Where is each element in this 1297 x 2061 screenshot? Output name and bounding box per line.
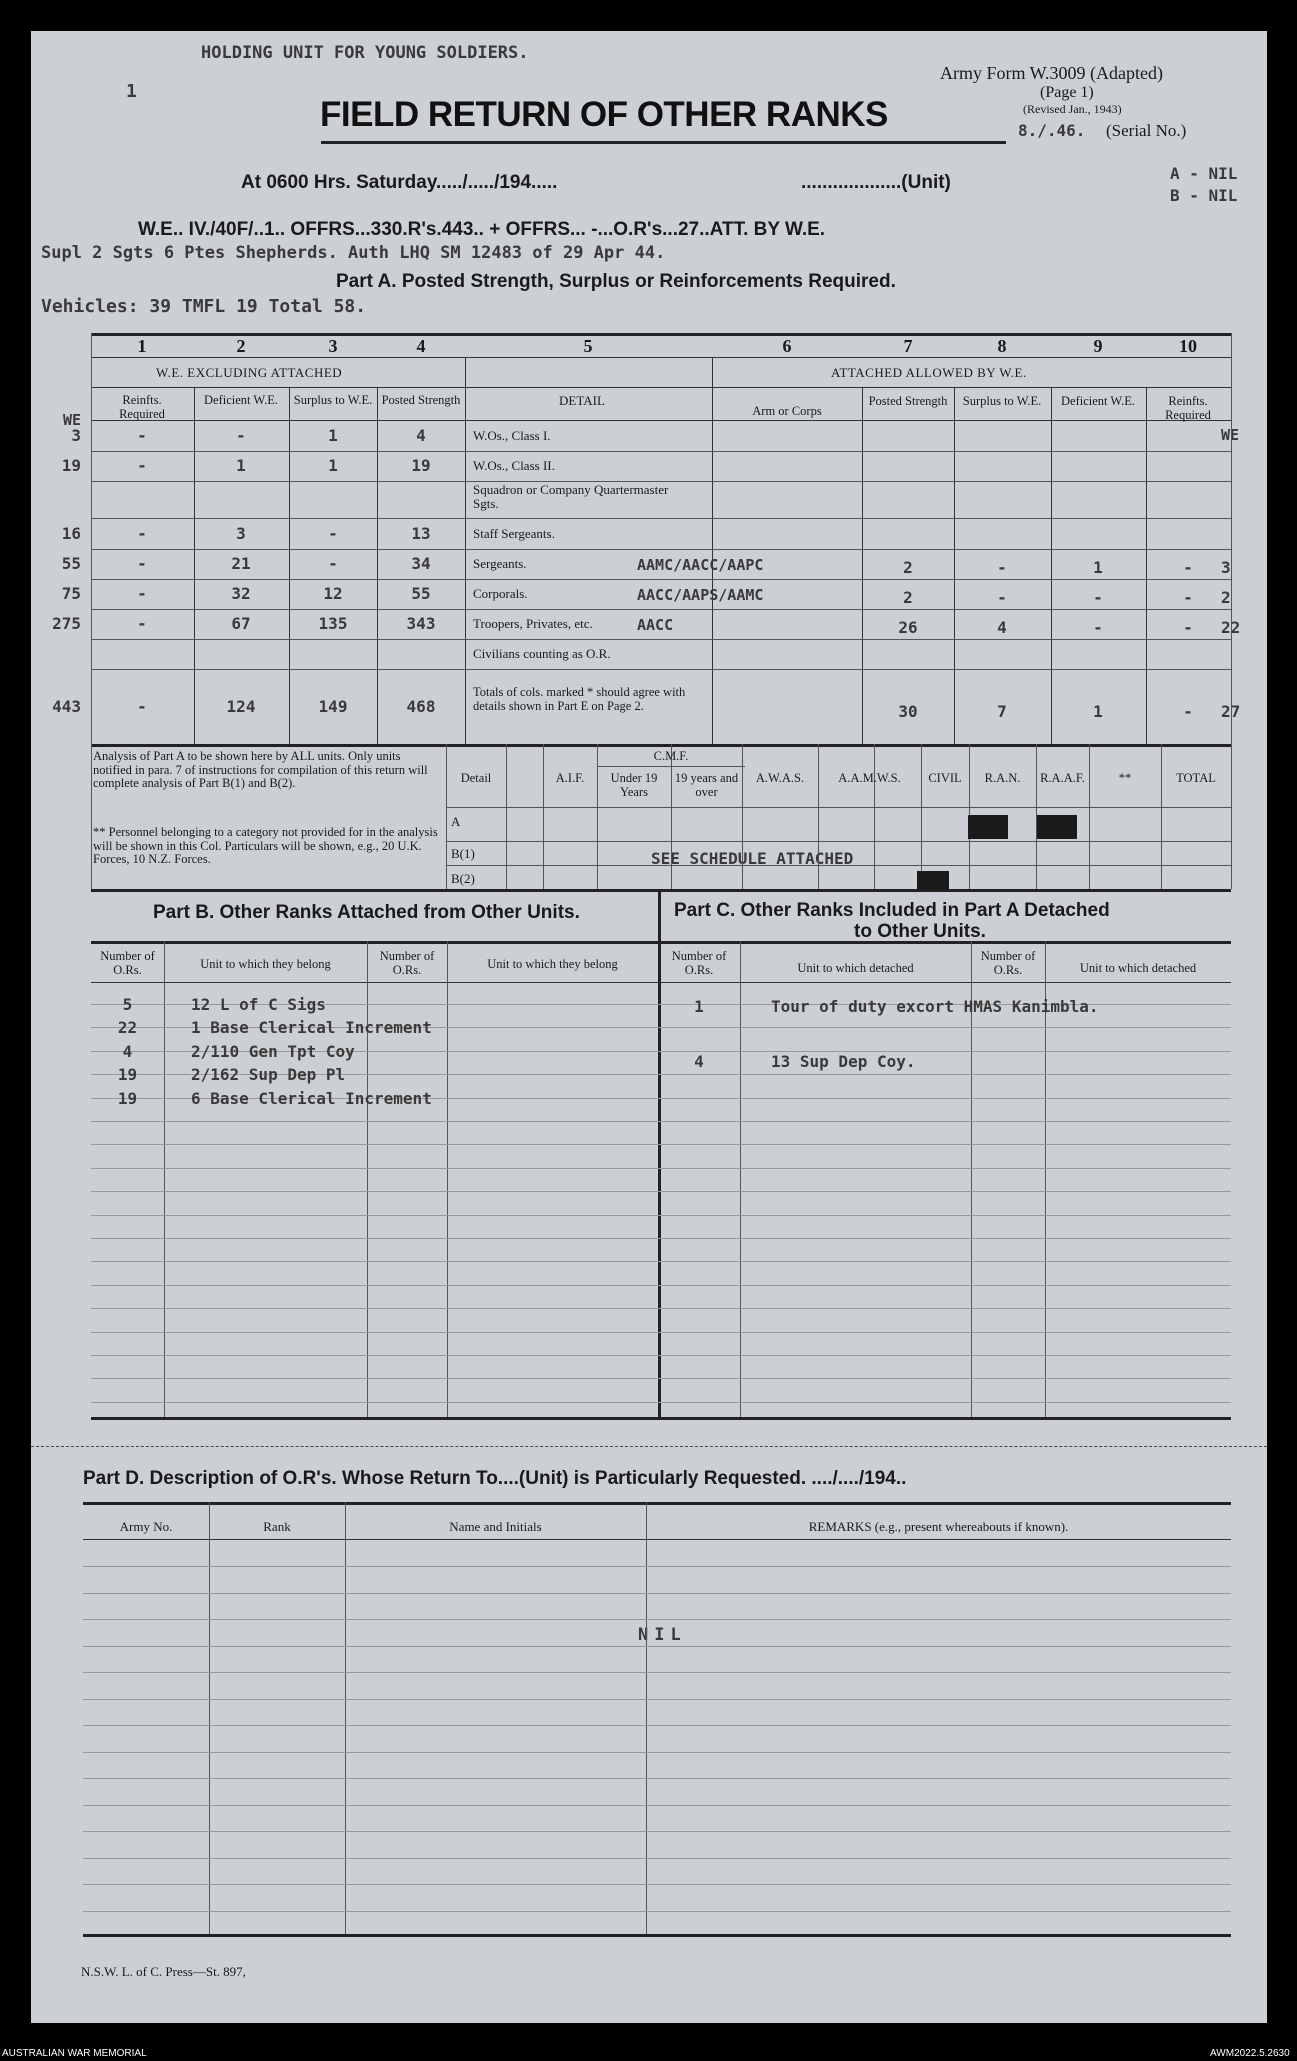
part-a-col-7: 26 xyxy=(898,618,918,637)
part-a-col-1: - xyxy=(137,614,147,633)
rule-line xyxy=(506,744,507,889)
total-we-right: 27 xyxy=(1221,702,1241,721)
form-id: Army Form W.3009 (Adapted) xyxy=(940,63,1163,83)
unit-line: ...................(Unit) xyxy=(801,172,951,193)
rule-line xyxy=(83,1566,1231,1567)
rule-line xyxy=(597,766,745,767)
part-c-header-1: Number of O.Rs. xyxy=(671,949,727,977)
part-b-title: Part B. Other Ranks Attached from Other Units. xyxy=(153,902,580,923)
column-number-3: 3 xyxy=(328,336,338,356)
part-d-header-4: REMARKS (e.g., present whereabouts if known). xyxy=(808,1519,1069,1534)
page-label: (Page 1) xyxy=(1040,84,1094,101)
analysis-note: Analysis of Part A to be shown here by ALL units. Only units notified in para. 7 of instructions for compilation of this return will complete analysis of Part B(1) and B(2). xyxy=(93,749,428,790)
rule-line xyxy=(91,1332,1231,1333)
rule-line xyxy=(446,865,1231,866)
rule-line xyxy=(921,744,922,889)
part-a-col-3: - xyxy=(328,523,338,543)
row-detail-label: Squadron or Company Quartermaster Sgts. xyxy=(473,482,669,511)
rule-line xyxy=(377,387,378,744)
part-c-header-2: Unit to which detached xyxy=(797,961,914,975)
header-attached-surplus-to-w-e-: Surplus to W.E. xyxy=(962,394,1042,408)
part-d-title: Part D. Description of O.R's. Whose Return To....(Unit) is Particularly Requested. ..../..../194.. xyxy=(83,1468,907,1489)
part-d-header-1: Army No. xyxy=(119,1519,173,1534)
total-col-4: 468 xyxy=(406,697,436,716)
part-a-col-2: 32 xyxy=(231,584,251,603)
footer-reference: AWM2022.5.2630 xyxy=(1210,2048,1290,2059)
part-b-unit: 12 L of C Sigs xyxy=(191,995,326,1014)
rule-line xyxy=(818,744,819,889)
we-line: W.E.. IV./40F/..1.. OFFRS...330.R's.443.. + OFFRS... -...O.R's...27..ATT. BY W.E. xyxy=(138,219,826,240)
header-attached-deficient-w-e-: Deficient W.E. xyxy=(1061,394,1135,408)
rule-line xyxy=(91,1261,1231,1262)
part-b-number: 5 xyxy=(122,995,133,1014)
rule-line xyxy=(91,639,1231,640)
part-a-col-3: 12 xyxy=(323,584,343,603)
column-number-5: 5 xyxy=(583,336,593,356)
rule-line xyxy=(83,1593,1231,1594)
form-title: FIELD RETURN OF OTHER RANKS xyxy=(320,95,888,134)
header-reinfts-required: Reinfts. Required xyxy=(119,393,165,421)
rule-line xyxy=(1051,387,1052,744)
aif-header: A.I.F. xyxy=(555,771,585,785)
rule-line xyxy=(543,744,544,889)
under-19-header: Under 19 Years xyxy=(610,771,658,799)
row-detail-label: Sergeants. xyxy=(473,556,527,571)
we-value: 75 xyxy=(61,584,81,603)
rule-line xyxy=(1089,744,1090,889)
column-number-8: 8 xyxy=(997,336,1007,356)
part-b-number: 22 xyxy=(117,1018,138,1037)
row-detail-label: W.Os., Class I. xyxy=(473,427,551,443)
rule-line xyxy=(91,1238,1231,1239)
part-a-col-4: 4 xyxy=(416,425,426,445)
row-detail-label: Troopers, Privates, etc. xyxy=(473,616,593,631)
header-posted-strength: Posted Strength xyxy=(381,393,461,407)
rule-line xyxy=(91,1191,1231,1192)
total-header: TOTAL xyxy=(1176,771,1216,785)
total-col-1: - xyxy=(137,697,147,716)
rule-line xyxy=(91,889,1231,892)
part-c-title-continued: to Other Units. xyxy=(854,921,986,942)
header-attached-arm-or-corps: Arm or Corps xyxy=(752,404,822,418)
attached-label: ATTACHED ALLOWED BY W.E. xyxy=(831,365,1027,380)
part-c-number: 1 xyxy=(694,997,704,1016)
rule-line xyxy=(91,982,1231,983)
rule-line xyxy=(91,357,1231,358)
part-a-col-10: - xyxy=(1183,618,1193,637)
rule-line xyxy=(91,1215,1231,1216)
part-c-unit: 13 Sup Dep Coy. xyxy=(771,1052,916,1071)
part-c-header-3: Number of O.Rs. xyxy=(980,949,1036,977)
analysis-detail-header: Detail xyxy=(460,771,492,785)
part-a-col-7: 2 xyxy=(903,588,913,607)
part-a-col-1: - xyxy=(137,523,147,543)
footer-archive-name: AUSTRALIAN WAR MEMORIAL xyxy=(2,2048,147,2059)
rule-line xyxy=(91,1121,1231,1122)
total-col-10: - xyxy=(1183,702,1193,721)
column-number-1: 1 xyxy=(137,336,147,356)
analysis-category-note: ** Personnel belonging to a category not provided for in the analysis will be shown in this Col. Particulars will be shown, e.g., 20 U.K. Forces, 10 N.Z. Forces. xyxy=(93,825,438,866)
redaction-block xyxy=(917,871,949,889)
rule-line xyxy=(83,1911,1231,1912)
rule-line xyxy=(83,1725,1231,1726)
we-value-right: 3 xyxy=(1221,558,1231,577)
serial-number: 8./.46. xyxy=(1018,121,1086,140)
part-b-header-1: Number of O.Rs. xyxy=(100,949,155,977)
rule-line xyxy=(91,333,1231,336)
part-c-title: Part C. Other Ranks Included in Part A Detached xyxy=(674,900,1110,921)
part-a-col-2: 1 xyxy=(236,456,246,475)
rule-line xyxy=(91,1285,1231,1286)
we-value: 16 xyxy=(61,523,81,543)
vehicles-line: Vehicles: 39 TMFL 19 Total 58. xyxy=(41,296,367,317)
redaction-block xyxy=(1037,815,1077,839)
analysis-row-a: A xyxy=(451,814,461,829)
rule-line xyxy=(83,1884,1231,1885)
part-a-col-1: - xyxy=(137,584,147,603)
total-col-2: 124 xyxy=(226,697,256,716)
rule-line xyxy=(83,1752,1231,1753)
rule-line xyxy=(447,941,448,1417)
rule-line xyxy=(91,609,1231,610)
we-margin-right: WE xyxy=(1221,426,1240,444)
part-d-header-3: Name and Initials xyxy=(449,1519,542,1534)
rule-line xyxy=(83,1619,1231,1620)
part-b-number: 4 xyxy=(122,1042,133,1061)
rule-line xyxy=(465,357,466,744)
part-a-col-3: 135 xyxy=(318,614,348,633)
part-a-col-4: 343 xyxy=(406,614,436,633)
part-a-col-4: 13 xyxy=(411,523,431,543)
rule-line xyxy=(91,1355,1231,1356)
we-excluding-label: W.E. EXCLUDING ATTACHED xyxy=(156,365,343,380)
we-value: 3 xyxy=(71,425,81,445)
rule-line xyxy=(1146,387,1147,744)
rule-line xyxy=(91,1308,1231,1309)
rule-line xyxy=(712,357,713,744)
part-c-header-4: Unit to which detached xyxy=(1079,961,1197,975)
arm-or-corps: AAMC/AACC/AAPC xyxy=(637,556,764,574)
row-detail-label: Staff Sergeants. xyxy=(473,525,555,541)
column-number-9: 9 xyxy=(1093,336,1103,356)
rule-line xyxy=(446,841,1231,842)
part-a-col-8: - xyxy=(997,558,1007,577)
rule-line xyxy=(91,1378,1231,1379)
row-detail-label: Corporals. xyxy=(473,586,528,601)
raaf-header: R.A.A.F. xyxy=(1040,771,1085,785)
part-a-col-1: - xyxy=(137,425,147,445)
part-b-number: 19 xyxy=(117,1065,138,1084)
total-col-3: 149 xyxy=(318,697,348,716)
part-a-col-4: 34 xyxy=(411,554,431,573)
total-we: 443 xyxy=(52,697,81,716)
rule-line xyxy=(367,941,368,1417)
a-nil: A - NIL xyxy=(1170,164,1238,183)
typed-unit-heading: HOLDING UNIT FOR YOUNG SOLDIERS. xyxy=(201,43,529,63)
we-margin-left: WE xyxy=(63,411,82,429)
part-b-number: 19 xyxy=(117,1089,138,1108)
rule-line xyxy=(1161,744,1162,889)
rule-line xyxy=(91,333,92,744)
header-attached-posted-strength: Posted Strength xyxy=(868,394,948,408)
part-a-col-1: - xyxy=(137,554,147,573)
part-a-col-3: 1 xyxy=(328,456,338,475)
total-col-9: 1 xyxy=(1093,702,1103,721)
rule-line xyxy=(91,518,1231,519)
part-a-col-8: - xyxy=(997,588,1007,607)
serial-label: (Serial No.) xyxy=(1106,121,1187,140)
rule-line xyxy=(83,1539,1231,1540)
we-value-right: 2 xyxy=(1221,588,1231,607)
rule-line xyxy=(740,941,741,1417)
we-value: 19 xyxy=(61,456,81,475)
rule-line xyxy=(91,1168,1231,1169)
rule-line xyxy=(83,1699,1231,1700)
printer-imprint: N.S.W. L. of C. Press—St. 897, xyxy=(81,1964,246,1979)
analysis-row-b1: B(1) xyxy=(451,846,475,861)
part-b-header-4: Unit to which they belong xyxy=(487,957,618,971)
rule-line xyxy=(91,1402,1231,1403)
analysis-row-b2: B(2) xyxy=(451,871,475,886)
rule-line xyxy=(446,807,1231,808)
total-col-8: 7 xyxy=(997,702,1007,721)
part-d-header-2: Rank xyxy=(263,1519,291,1534)
part-a-col-10: - xyxy=(1183,558,1193,577)
header-attached-reinfts-required: Reinfts. Required xyxy=(1165,394,1211,422)
rule-line xyxy=(91,669,1231,670)
over-19-header: 19 years and over xyxy=(674,771,739,799)
part-a-col-10: - xyxy=(1183,588,1193,607)
part-d-nil: NIL xyxy=(638,1625,687,1645)
column-number-6: 6 xyxy=(782,336,792,356)
rule-line xyxy=(289,387,290,744)
rule-line xyxy=(91,1417,1231,1420)
row-detail-label: Civilians counting as O.R. xyxy=(473,646,611,661)
rule-line xyxy=(91,941,1231,944)
part-a-title: Part A. Posted Strength, Surplus or Reinforcements Required. xyxy=(336,271,896,292)
part-a-col-2: 21 xyxy=(231,554,251,573)
rule-line xyxy=(83,1646,1231,1647)
rule-line xyxy=(954,387,955,744)
aamws-header: A.A.M.W.S. xyxy=(838,771,901,785)
part-a-col-2: 3 xyxy=(236,523,246,543)
part-a-col-9: - xyxy=(1093,588,1103,607)
part-b-unit: 6 Base Clerical Increment xyxy=(191,1089,432,1108)
column-number-7: 7 xyxy=(903,336,913,356)
column-number-2: 2 xyxy=(236,336,246,356)
arm-or-corps: AACC xyxy=(637,616,674,634)
rule-line xyxy=(91,420,1231,421)
row-detail-label: W.Os., Class II. xyxy=(473,458,555,473)
part-c-unit: Tour of duty excort HMAS Kanimbla. xyxy=(771,997,1099,1016)
we-value: 55 xyxy=(61,554,81,573)
rule-line xyxy=(194,387,195,744)
civil-header: CIVIL xyxy=(928,771,962,785)
rule-line xyxy=(874,744,875,889)
awas-header: A.W.A.S. xyxy=(755,771,805,785)
arm-or-corps: AACC/AAPS/AAMC xyxy=(637,586,764,604)
part-a-col-8: 4 xyxy=(997,618,1007,637)
rule-line xyxy=(91,744,1231,747)
part-b-unit: 2/110 Gen Tpt Coy xyxy=(191,1042,355,1061)
rule-line xyxy=(83,1778,1231,1779)
redaction-block xyxy=(968,815,1008,839)
rule-line xyxy=(1231,744,1232,889)
revised-date: (Revised Jan., 1943) xyxy=(1023,102,1122,116)
rule-line xyxy=(862,387,863,744)
part-a-col-3: - xyxy=(328,554,338,573)
part-b-header-3: Number of O.Rs. xyxy=(379,949,435,977)
part-a-col-2: 67 xyxy=(231,614,251,633)
rule-line xyxy=(91,451,1231,452)
column-number-10: 10 xyxy=(1179,336,1197,356)
rule-line xyxy=(91,549,1231,550)
rule-line xyxy=(83,1672,1231,1673)
part-a-col-4: 19 xyxy=(411,456,431,475)
cmf-header: C.M.F. xyxy=(653,749,689,763)
total-col-7: 30 xyxy=(898,702,918,721)
header-deficient-w-e-: Deficient W.E. xyxy=(204,393,278,407)
form-sheet xyxy=(31,31,1267,2023)
detail-header: DETAIL xyxy=(559,393,605,408)
part-a-col-1: - xyxy=(137,456,147,475)
totals-note: Totals of cols. marked * should agree with details shown in Part E on Page 2. xyxy=(473,685,686,713)
part-a-col-4: 55 xyxy=(411,584,431,603)
part-a-col-3: 1 xyxy=(328,425,338,445)
rule-line xyxy=(83,1934,1231,1937)
rule-line xyxy=(446,744,447,889)
rule-line xyxy=(83,1502,1231,1505)
part-c-number: 4 xyxy=(694,1052,704,1071)
rule-line xyxy=(91,1144,1231,1145)
rule-line xyxy=(83,1858,1231,1859)
part-a-col-9: 1 xyxy=(1093,558,1103,577)
we-value-right: 22 xyxy=(1221,618,1241,637)
rule-line xyxy=(91,744,92,889)
part-a-col-7: 2 xyxy=(903,558,913,577)
b-nil: B - NIL xyxy=(1170,186,1238,205)
rule-line xyxy=(164,941,165,1417)
cut-line xyxy=(31,1446,1267,1447)
part-b-header-2: Unit to which they belong xyxy=(200,957,331,971)
rule-line xyxy=(91,579,1231,580)
rule-line xyxy=(91,387,1231,388)
part-a-col-9: - xyxy=(1093,618,1103,637)
schedule-attached-note: SEE SCHEDULE ATTACHED xyxy=(651,849,854,868)
column-number-4: 4 xyxy=(416,336,426,356)
part-b-unit: 2/162 Sup Dep Pl xyxy=(191,1065,346,1084)
rule-line xyxy=(83,1831,1231,1832)
other-category-header: ** xyxy=(1118,771,1132,785)
ran-header: R.A.N. xyxy=(984,771,1021,785)
corner-mark: 1 xyxy=(126,81,137,102)
part-a-col-2: - xyxy=(236,425,246,445)
we-value: 275 xyxy=(52,614,81,633)
rule-line xyxy=(83,1805,1231,1806)
header-surplus-to-w-e-: Surplus to W.E. xyxy=(293,393,373,407)
part-b-unit: 1 Base Clerical Increment xyxy=(191,1018,432,1037)
supplement-line: Supl 2 Sgts 6 Ptes Shepherds. Auth LHQ SM 12483 of 29 Apr 44. xyxy=(41,243,666,263)
date-line: At 0600 Hrs. Saturday...../...../194..... xyxy=(241,172,558,193)
